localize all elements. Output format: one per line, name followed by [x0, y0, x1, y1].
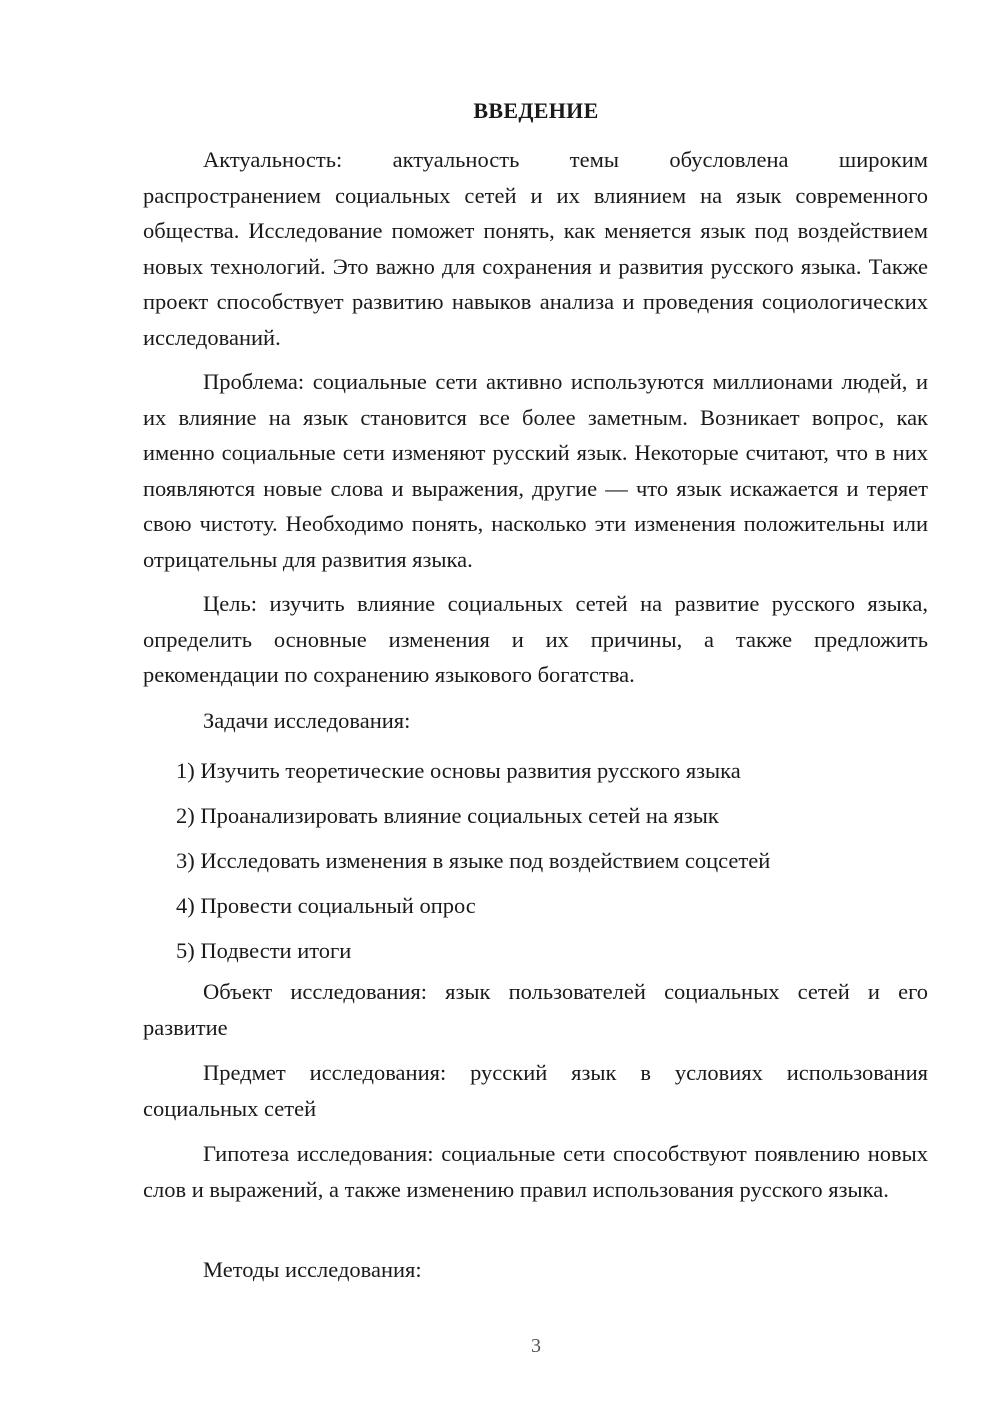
- page-number: 3: [531, 1335, 541, 1357]
- page-title: ВВЕДЕНИЕ: [473, 98, 599, 123]
- object-paragraph: Объект исследования: язык пользователей социальных сетей и его развитие: [143, 979, 928, 1040]
- goal-paragraph: Цель: изучить влияние социальных сетей на развитие русского языка, определить основные изменения и их причины, а также предложить рекомендации по сохранению языкового богатства.: [143, 591, 928, 687]
- list-item: 2) Проанализировать влияние социальных сетей на язык: [176, 803, 719, 828]
- list-item: 4) Провести социальный опрос: [176, 893, 476, 918]
- methods-heading: Методы исследования:: [203, 1257, 422, 1282]
- hypothesis-paragraph: Гипотеза исследования: социальные сети способствуют появлению новых слов и выражений, а также изменению правил использования русского языка.: [143, 1141, 928, 1202]
- problem-paragraph: Проблема: социальные сети активно используются миллионами людей, и их влияние на язык становится все более заметным. Возникает вопрос, как именно социальные сети изменяют русский язык. Некоторые считают, что в них появляются новые слова и выражения, другие — что язык искажается и теряет свою чистоту. Необходимо понять, насколько эти изменения положительны или отрицательны для развития языка.: [143, 369, 928, 572]
- list-item: 5) Подвести итоги: [176, 938, 352, 963]
- tasks-heading: Задачи исследования:: [203, 708, 411, 733]
- list-item: 1) Изучить теоретические основы развития русского языка: [176, 758, 741, 783]
- task-list: [176, 748, 936, 973]
- relevance-paragraph: Актуальность: актуальность темы обусловлена широким распространением социальных сетей и их влиянием на язык современного общества. Исследование поможет понять, как меняется язык под воздействием новых технологий. Это важно для сохранения и развития русского языка. Также проект способствует развитию навыков анализа и проведения социологических исследований.: [143, 147, 928, 350]
- list-item: 3) Исследовать изменения в языке под воздействием соцсетей: [176, 848, 771, 873]
- subject-paragraph: Предмет исследования: русский язык в условиях использования социальных сетей: [143, 1060, 928, 1121]
